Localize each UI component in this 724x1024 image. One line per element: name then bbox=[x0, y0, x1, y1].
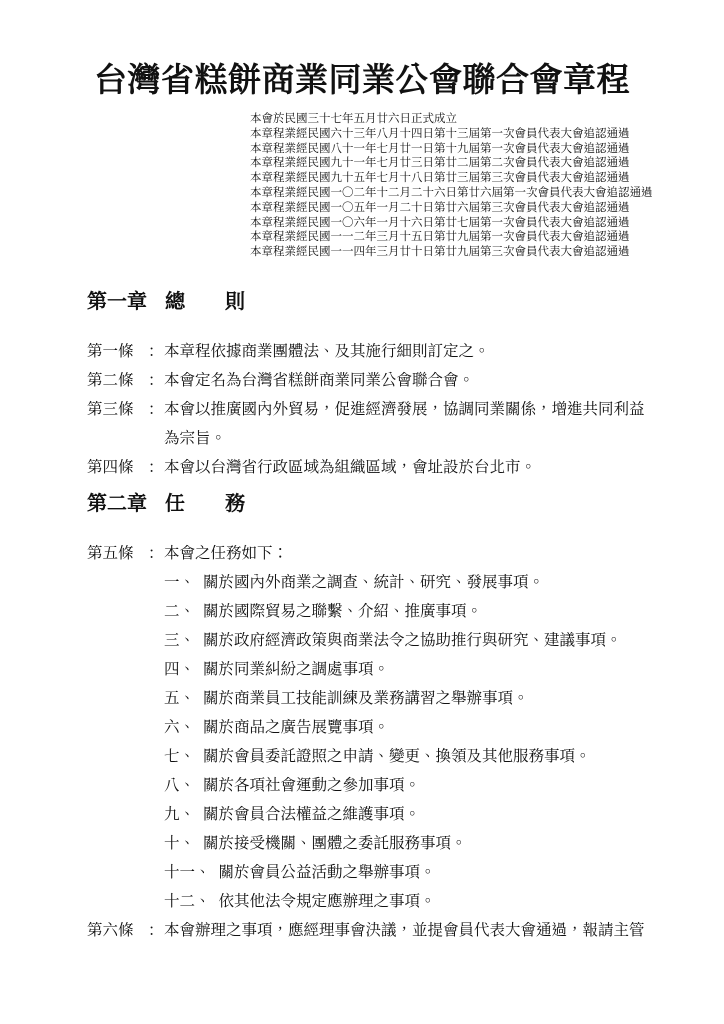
article-colon: ： bbox=[148, 342, 164, 360]
article-colon: ： bbox=[148, 458, 164, 476]
task-item bbox=[164, 858, 648, 887]
chapter-title: 任 務 bbox=[165, 492, 245, 515]
chapter-number: 第一章 bbox=[87, 290, 147, 313]
chapter-title: 總 則 bbox=[165, 290, 245, 313]
article-text: 本會以推廣國內外貿易，促進經濟發展，協調同業關係，增進共同利益為宗旨。 bbox=[164, 400, 645, 447]
history-line: 本章程業經民國一〇五年一月二十日第廿六屆第三次會員代表大會追認通過 bbox=[250, 201, 630, 214]
task-text: 關於國際貿易之聯繫、介紹、推廣事項。 bbox=[203, 602, 483, 620]
article-colon: ： bbox=[148, 544, 164, 562]
history-line: 本章程業經民國一〇六年一月十六日第廿七屆第一次會員代表大會追認通過 bbox=[250, 216, 630, 229]
article-colon: ： bbox=[148, 400, 164, 418]
article-5 bbox=[87, 539, 648, 916]
article-text: 本會定名為台灣省糕餅商業同業公會聯合會。 bbox=[164, 371, 475, 389]
article-2 bbox=[87, 366, 648, 395]
task-number: 二、 bbox=[164, 602, 196, 620]
task-number: 十二、 bbox=[164, 892, 211, 910]
task-number: 十一、 bbox=[164, 863, 211, 881]
history-line: 本章程業經民國一〇二年十二月二十六日第廿六屆第一次會員代表大會追認通過 bbox=[250, 186, 653, 199]
amendment-history bbox=[250, 112, 724, 260]
article-text: 本會辦理之事項，應經理事會決議，並提會員代表大會通過，報請主管 bbox=[164, 921, 645, 939]
task-number: 七、 bbox=[164, 747, 196, 765]
article-colon: ： bbox=[148, 371, 164, 389]
task-text: 關於政府經濟政策與商業法令之協助推行與研究、建議事項。 bbox=[203, 631, 622, 649]
article-colon: ： bbox=[148, 921, 164, 939]
task-number: 十、 bbox=[164, 834, 196, 852]
article-text: 本會以台灣省行政區域為組織區域，會址設於台北市。 bbox=[164, 458, 537, 476]
task-text: 依其他法令規定應辦理之事項。 bbox=[218, 892, 436, 910]
task-item bbox=[164, 742, 648, 771]
article-text: 本章程依據商業團體法、及其施行細則訂定之。 bbox=[164, 342, 490, 360]
task-item bbox=[164, 568, 648, 597]
task-number: 一、 bbox=[164, 573, 196, 591]
task-number: 九、 bbox=[164, 805, 196, 823]
article-number: 第五條 bbox=[87, 544, 134, 562]
task-number: 五、 bbox=[164, 689, 196, 707]
article-number: 第四條 bbox=[87, 458, 134, 476]
task-text: 關於會員合法權益之維護事項。 bbox=[203, 805, 421, 823]
history-line: 本章程業經民國九十一年七月廿三日第廿二屆第二次會員代表大會追認通過 bbox=[250, 157, 630, 170]
task-item bbox=[164, 887, 648, 916]
article-number: 第六條 bbox=[87, 921, 134, 939]
task-text: 關於國內外商業之調查、統計、研究、發展事項。 bbox=[203, 573, 545, 591]
history-line: 本章程業經民國八十一年七月廿一日第十九屆第一次會員代表大會追認通過 bbox=[250, 142, 630, 155]
article-1 bbox=[87, 337, 648, 366]
article-4 bbox=[87, 453, 648, 482]
chapter-heading-2 bbox=[87, 490, 648, 519]
article-number: 第三條 bbox=[87, 400, 134, 418]
task-item bbox=[164, 829, 648, 858]
history-line: 本會於民國三十七年五月廿六日正式成立 bbox=[250, 113, 457, 125]
article-intro: 本會之任務如下： bbox=[164, 544, 289, 562]
task-text: 關於會員公益活動之舉辦事項。 bbox=[218, 863, 436, 881]
task-number: 四、 bbox=[164, 660, 196, 678]
task-item bbox=[164, 713, 648, 742]
article-6 bbox=[87, 916, 648, 945]
article-number: 第一條 bbox=[87, 342, 134, 360]
task-text: 關於商品之廣告展覽事項。 bbox=[203, 718, 390, 736]
task-number: 八、 bbox=[164, 776, 196, 794]
task-text: 關於接受機關、團體之委託服務事項。 bbox=[203, 834, 467, 852]
task-text: 關於各項社會運動之參加事項。 bbox=[203, 776, 421, 794]
task-item bbox=[164, 684, 648, 713]
task-number: 六、 bbox=[164, 718, 196, 736]
history-line: 本章程業經民國九十五年七月十八日第廿三屆第三次會員代表大會追認通過 bbox=[250, 172, 630, 185]
task-text: 關於會員委託證照之申請、變更、換領及其他服務事項。 bbox=[203, 747, 591, 765]
article-text bbox=[164, 539, 648, 916]
history-line: 本章程業經民國六十三年八月十四日第十三屆第一次會員代表大會追認通過 bbox=[250, 127, 630, 140]
document-title: 台灣省糕餅商業同業公會聯合會章程 bbox=[94, 61, 630, 98]
task-item bbox=[164, 626, 648, 655]
task-text: 關於商業員工技能訓練及業務講習之舉辦事項。 bbox=[203, 689, 529, 707]
task-list bbox=[164, 568, 648, 916]
chapter-heading-1 bbox=[87, 288, 648, 317]
article-3 bbox=[87, 395, 648, 453]
task-item bbox=[164, 800, 648, 829]
chapter-number: 第二章 bbox=[87, 492, 147, 515]
document-body bbox=[87, 288, 724, 945]
task-number: 三、 bbox=[164, 631, 196, 649]
article-number: 第二條 bbox=[87, 371, 134, 389]
task-item bbox=[164, 771, 648, 800]
history-line: 本章程業經民國一一四年三月廿十日第廿九屆第三次會員代表大會追認通過 bbox=[250, 246, 630, 259]
task-item bbox=[164, 655, 648, 684]
task-text: 關於同業糾紛之調處事項。 bbox=[203, 660, 390, 678]
task-item bbox=[164, 597, 648, 626]
history-line: 本章程業經民國一一二年三月十五日第廿九屆第一次會員代表大會追認通過 bbox=[250, 231, 630, 244]
